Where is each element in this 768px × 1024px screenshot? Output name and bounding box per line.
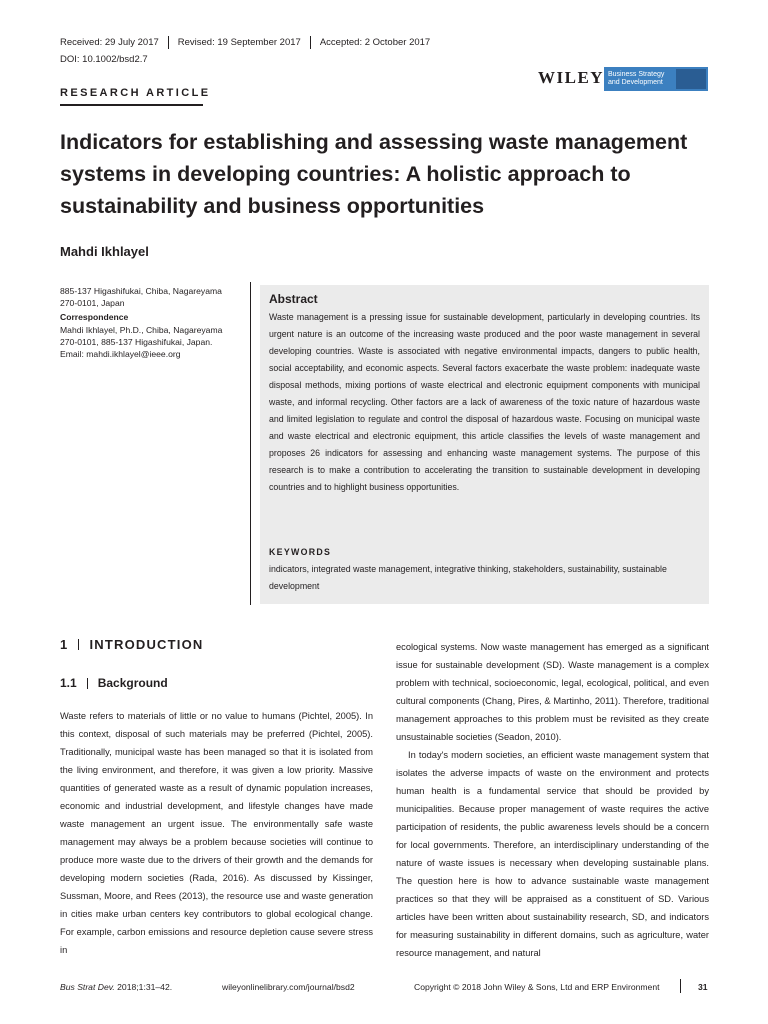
keywords-heading: KEYWORDS [269, 547, 332, 557]
article-type: RESEARCH ARTICLE [60, 87, 211, 99]
footer-url[interactable]: wileyonlinelibrary.com/journal/bsd2 [222, 982, 355, 992]
abstract-box [260, 285, 709, 604]
accepted-date: Accepted: 2 October 2017 [319, 37, 431, 48]
abstract-text: Waste management is a pressing issue for sustainable development, particularly in developing countries. Its urgent nature is an outcome of the increasing waste produced and the poor waste management in several developing countries. Waste is associated with negative environmental impacts, dangers to public health, social acceptability, and economic aspects. Several factors exacerbate the waste problem: inadequate waste disposal methods, mixing portions of waste electrical and electronic equipment components with municipal waste, and informal recycling. Other factors are a lack of awareness of the toxic nature of hazardous waste and limited legislation to regulate and control the disposal of hazardous waste. Focusing on municipal waste and waste electrical and electronic equipment, this article classifies the levels of waste management and proposes 26 indicators for assessing and enhancing waste management systems. The purpose of this research is to make a contribution to accelerating the transition to sustainable development in developing countries and to highlight business opportunities. [269, 312, 700, 492]
body-text-left-column: Waste refers to materials of little or no value to humans (Pichtel, 2005). In this context, disposal of such materials may be preferred (Pichtel, 2005). Traditionally, municipal waste has been managed so that it is isolated from the living environment, and therefore, it was given a low priority. Massive quantities of generated waste as a result of dynamic population increases, economic and industrial development, and lifestyle changes have made waste management an urgent issue. The environmentally safe waste management may always be a problem because societies will continue to produce more waste due to the drivers of their growth and the demands for developing modern societies (Rada, 2016). As discussed by Kissinger, Sussman, Moore, and Rees (2013), the resource use and waste generation in cities make urban centers key contributors to global ecological change. For example, carbon emissions and resource depletion cause severe stress in [60, 711, 373, 955]
keywords-list: indicators, integrated waste management, integrative thinking, stakeholders, sustainability, sustainable development [269, 564, 667, 591]
body-text-right-column [396, 638, 709, 962]
abstract-heading: Abstract [269, 292, 318, 306]
subsection-heading-background [60, 676, 168, 690]
journal-logo [604, 67, 708, 91]
article-type-underline [60, 104, 203, 106]
section-number: 1 [60, 637, 69, 652]
footer-citation [60, 982, 172, 992]
article-dates [60, 36, 430, 49]
section-title: INTRODUCTION [89, 637, 204, 652]
correspondence-line: Mahdi Ikhlayel, Ph.D., Chiba, Nagareyama [60, 324, 223, 335]
paragraph: In today's modern societies, an efficient waste management system that isolates the adverse impacts of waste on the environment and protects human health is a fundamental service that should be provided by municipalities. Because proper management of waste requires the active participation of residents, the public awareness levels should be a concern for local governments. Therefore, an interdisciplinary understanding of the nature of waste issues is necessary when developing sustainable plans. The question here is how to advance sustainable waste management practices so that they will be appraised as a constituent of SD. Various articles have been written about sustainability research, SD, and indicators for measuring sustainability in different domains, such as agriculture, water resource management, and natural [396, 750, 709, 958]
received-date: Received: 29 July 2017 [60, 37, 159, 48]
date-divider [168, 36, 169, 49]
address-line: 270-0101, Japan [60, 298, 125, 309]
author-email[interactable]: Email: mahdi.ikhlayel@ieee.org [60, 349, 181, 360]
page-number: 31 [698, 982, 708, 992]
article-title: Indicators for establishing and assessing waste management systems in developing countries: A holistic approach to sustainability and business opportunities [60, 130, 688, 218]
paragraph: ecological systems. Now waste management has emerged as a significant issue for sustainable development (SD). Waste management is a complex problem with technical, socioeconomic, legal, ecological, political, and even cultural components (Chang, Pires, & Martinho, 2011). Therefore, traditional management approaches to this problem must be revisited as they create unsustainable societies (Seadon, 2010). [396, 642, 709, 742]
footer-divider [680, 979, 681, 993]
date-divider [310, 36, 311, 49]
correspondence-heading: Correspondence [60, 312, 129, 323]
affiliation-block [60, 285, 250, 360]
author-name: Mahdi Ikhlayel [60, 244, 149, 259]
subsection-divider [87, 678, 88, 689]
doi[interactable]: DOI: 10.1002/bsd2.7 [60, 54, 148, 65]
correspondence-line: 270-0101, 885-137 Higashifukai, Japan. [60, 336, 213, 347]
subsection-title: Background [97, 676, 168, 690]
footer-volume: 2018;1:31–42. [114, 982, 173, 992]
address-line: 885-137 Higashifukai, Chiba, Nagareyama [60, 286, 222, 296]
footer-copyright: Copyright © 2018 John Wiley & Sons, Ltd and ERP Environment [414, 982, 660, 992]
subsection-number: 1.1 [60, 676, 77, 690]
affiliation-divider [250, 282, 251, 605]
revised-date: Revised: 19 September 2017 [177, 37, 301, 48]
journal-badge-text: Business Strategy and Development [608, 71, 665, 86]
section-divider [78, 639, 79, 650]
publisher-logo: WILEY [538, 68, 605, 87]
section-heading-introduction [60, 637, 204, 652]
footer-journal: Bus Strat Dev. [60, 982, 115, 992]
journal-cover-icon [676, 69, 706, 89]
